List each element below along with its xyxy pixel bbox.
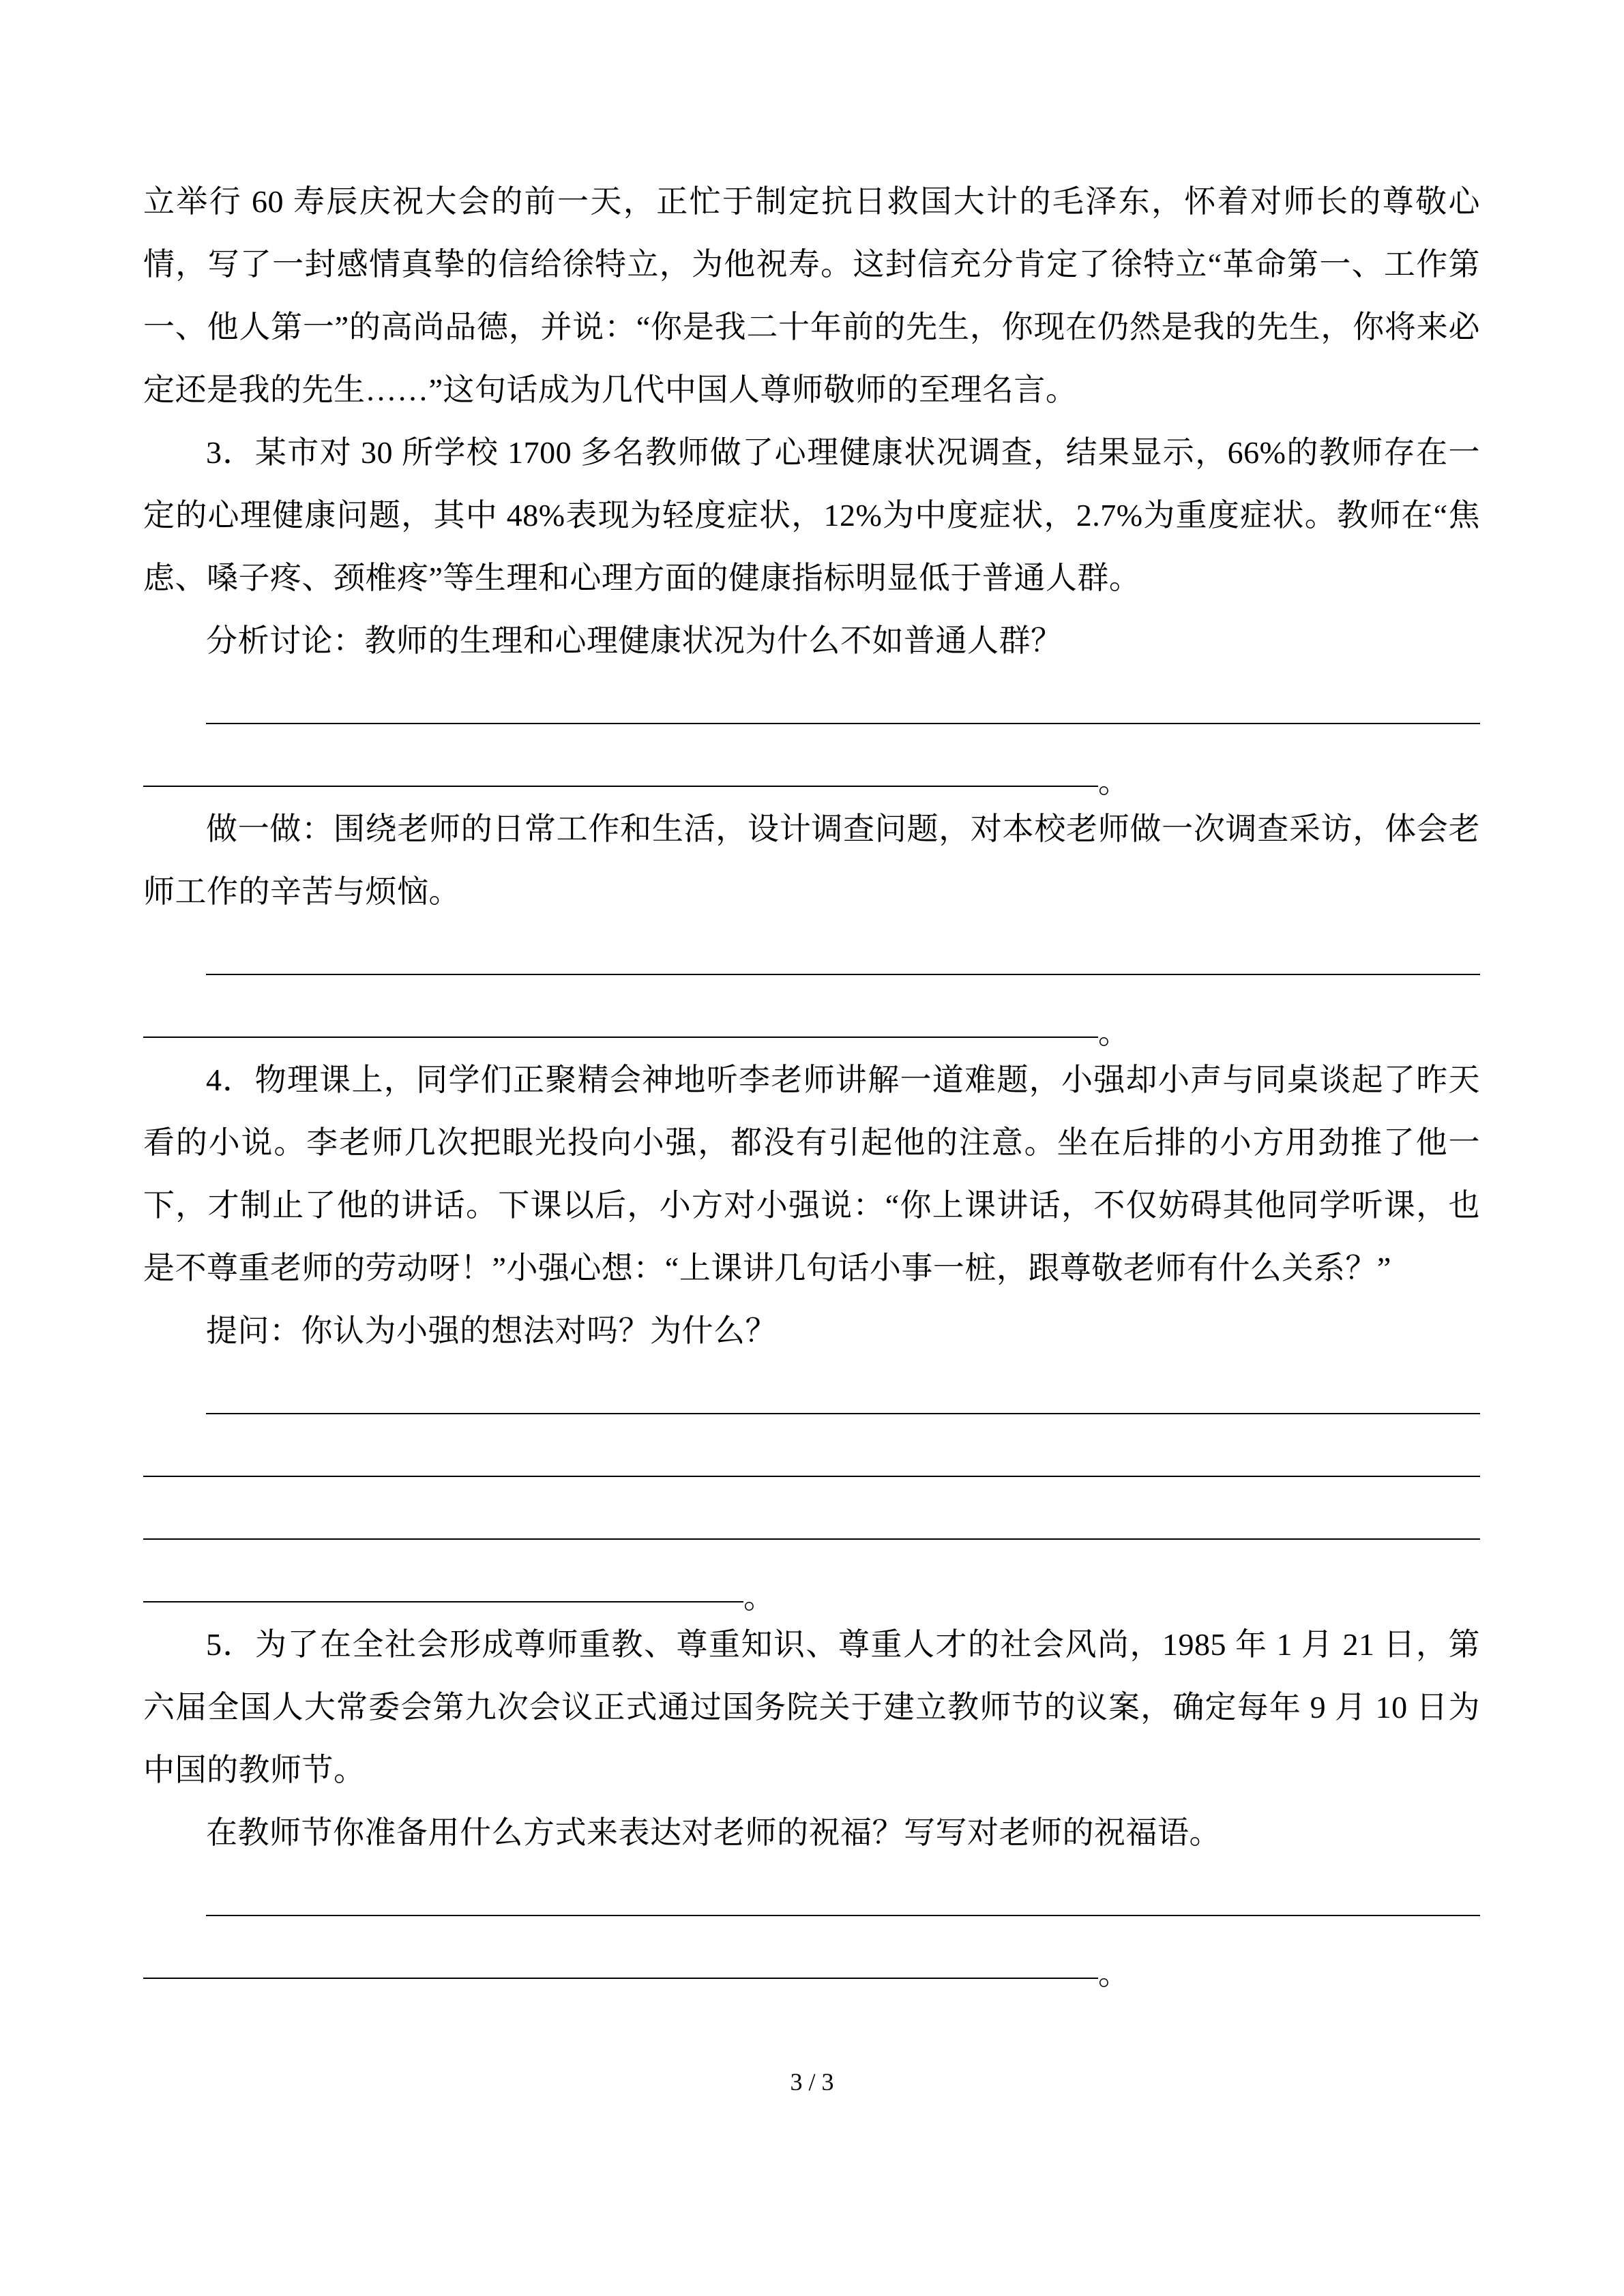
answer-underline bbox=[143, 1037, 1098, 1038]
question-3-discussion-prompt: 分析讨论：教师的生理和心理健康状况为什么不如普通人群？ bbox=[206, 623, 1063, 658]
answer-underline bbox=[206, 1413, 1480, 1414]
answer-underline bbox=[143, 786, 1098, 787]
answer-underline bbox=[143, 1538, 1480, 1540]
answer-blank-q4 bbox=[143, 1362, 1480, 1613]
answer-line bbox=[143, 672, 1480, 735]
answer-blank-q5 bbox=[143, 1864, 1480, 1990]
answer-blank-q3-discussion bbox=[143, 672, 1480, 798]
answer-end-period: 。 bbox=[1098, 764, 1130, 799]
answer-underline bbox=[206, 1915, 1480, 1916]
answer-line bbox=[143, 1864, 1480, 1927]
question-4-text: 4．物理课上，同学们正聚精会神地听李老师讲解一道难题，小强却小声与同桌谈起了昨天看的小说。李老师几次把眼光投向小强，都没有引起他的注意。坐在后排的小方用劲推了他一下，才制止了他的讲话。下课以后，小方对小强说：“你上课讲话，不仅妨碍其他同学听课，也是不尊重老师的劳动呀！”小强心想：“上课讲几句话小事一桩，跟尊敬老师有什么关系？” bbox=[143, 1062, 1480, 1285]
question-5-question-prompt: 在教师节你准备用什么方式来表达对老师的祝福？写写对老师的祝福语。 bbox=[206, 1815, 1221, 1850]
answer-line bbox=[143, 1362, 1480, 1425]
answer-blank-q3-activity bbox=[143, 923, 1480, 1049]
answer-underline bbox=[143, 1476, 1480, 1477]
answer-underline bbox=[206, 974, 1480, 975]
question-3-text: 3．某市对 30 所学校 1700 多名教师做了心理健康状况调查，结果显示，66%的教师存在一定的心理健康问题，其中 48%表现为轻度症状，12%为中度症状，2.7%为重度症状。教师在“焦虑、嗓子疼、颈椎疼”等生理和心理方面的健康指标明显低于普通人群。 bbox=[143, 435, 1480, 595]
page-number: 3 / 3 bbox=[790, 2068, 834, 2096]
answer-end-period: 。 bbox=[1098, 1015, 1130, 1050]
answer-line bbox=[143, 923, 1480, 986]
answer-underline bbox=[206, 723, 1480, 724]
question-5-text: 5．为了在全社会形成尊师重教、尊重知识、尊重人才的社会风尚，1985 年 1 月 21 日，第六届全国人大常委会第九次会议正式通过国务院关于建立教师节的议案，确定每年 9 月 10 日为中国的教师节。 bbox=[143, 1627, 1481, 1787]
answer-line bbox=[143, 1488, 1480, 1551]
answer-end-period: 。 bbox=[1098, 1956, 1130, 1991]
paragraph-mao-letter: 立举行 60 寿辰庆祝大会的前一天，正忙于制定抗日救国大计的毛泽东，怀着对师长的尊敬心情，写了一封感情真挚的信给徐特立，为他祝寿。这封信充分肯定了徐特立“革命第一、工作第一、他人第一”的高尚品德，并说：“你是我二十年前的先生，你现在仍然是我的先生，你将来必定还是我的先生……”这句话成为几代中国人尊师敬师的至理名言。 bbox=[143, 184, 1480, 407]
document-body bbox=[143, 170, 1480, 1990]
answer-line bbox=[143, 1425, 1480, 1488]
question-3-activity-prompt: 做一做：围绕老师的日常工作和生活，设计调查问题，对本校老师做一次调查采访，体会老师工作的辛苦与烦恼。 bbox=[143, 811, 1480, 909]
answer-end-period: 。 bbox=[743, 1580, 776, 1615]
answer-line bbox=[143, 1927, 1480, 1990]
answer-line bbox=[143, 1551, 1480, 1613]
answer-underline bbox=[143, 1601, 743, 1602]
answer-line bbox=[143, 986, 1480, 1049]
answer-underline bbox=[143, 1978, 1098, 1979]
question-4-question-prompt: 提问：你认为小强的想法对吗？为什么？ bbox=[206, 1313, 777, 1348]
answer-line bbox=[143, 735, 1480, 798]
